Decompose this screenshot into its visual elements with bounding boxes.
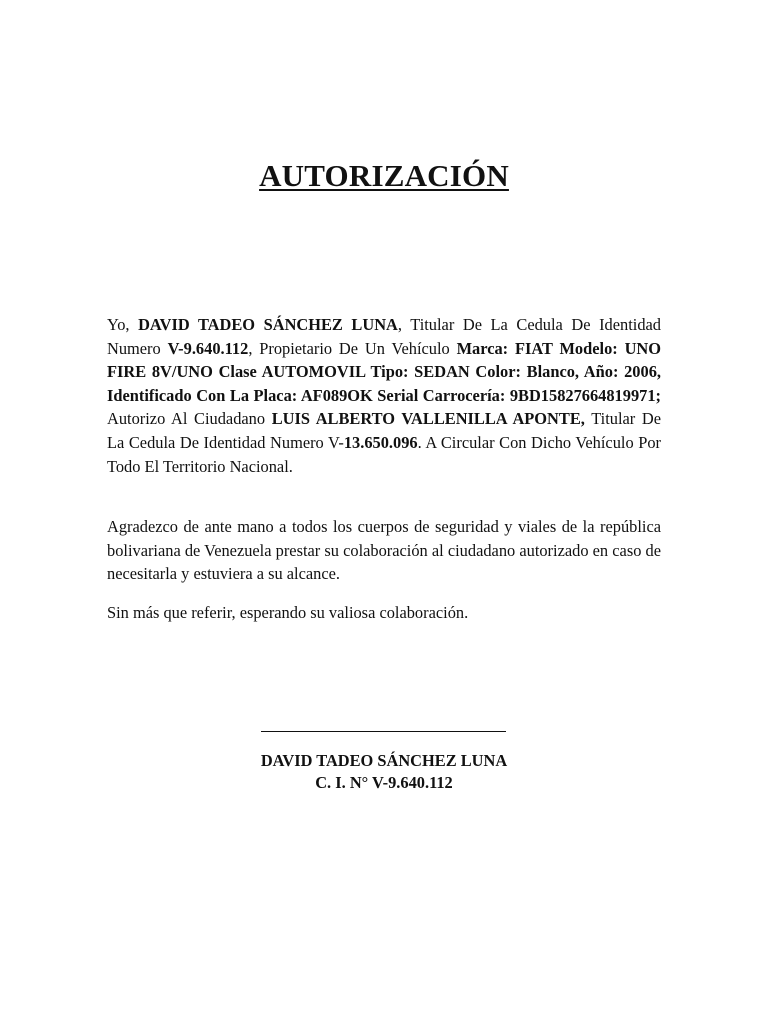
text-authorize: Autorizo Al Ciudadano <box>107 409 272 429</box>
paragraph-3: Sin más que referir, esperando su valiosa colaboración. <box>107 603 469 622</box>
text-intro: Yo, <box>107 315 139 334</box>
authorized-name: LUIS ALBERTO VALLENILLA APONTE, <box>271 409 585 429</box>
signature-id: C. I. N° V-9.640.112 <box>315 773 453 792</box>
paragraph-authorization <box>107 313 661 478</box>
paragraph-1 <box>107 313 661 478</box>
authorized-id: 13.650.096 <box>343 432 418 452</box>
text-vehicle-label: , Propietario De Un Vehículo <box>248 338 457 358</box>
signature-line <box>261 731 506 732</box>
paragraph-gratitude <box>107 515 661 586</box>
text-owner-id-label: , Titular De La Cedula De Identidad Numero <box>107 315 661 358</box>
signature-name: DAVID TADEO SÁNCHEZ LUNA <box>260 751 508 770</box>
paragraph-farewell <box>107 601 661 625</box>
owner-id: V-9.640.112 <box>167 338 249 358</box>
document-title: AUTORIZACIÓN <box>259 158 509 193</box>
paragraph-2: Agradezco de ante mano a todos los cuerpos de seguridad y viales de la república bolivariana de Venezuela prestar su colaboración al ciudadano autorizado en caso de necesitarla y estuviera a su alcance. <box>107 517 661 584</box>
owner-name: DAVID TADEO SÁNCHEZ LUNA <box>138 315 398 334</box>
text-closing: . A Circular Con Dicho Vehículo Por Todo El Territorio Nacional. <box>107 432 662 476</box>
vehicle-details: Marca: FIAT Modelo: UNO FIRE 8V/UNO Clase AUTOMOVIL Tipo: SEDAN Color: Blanco, Año: 2006, Identificado Con La Placa: AF089OK Serial Carrocería: 9BD15827664819971; <box>107 338 661 405</box>
text-authorized-id-label: Titular De La Cedula De Identidad Numero V- <box>107 409 661 452</box>
